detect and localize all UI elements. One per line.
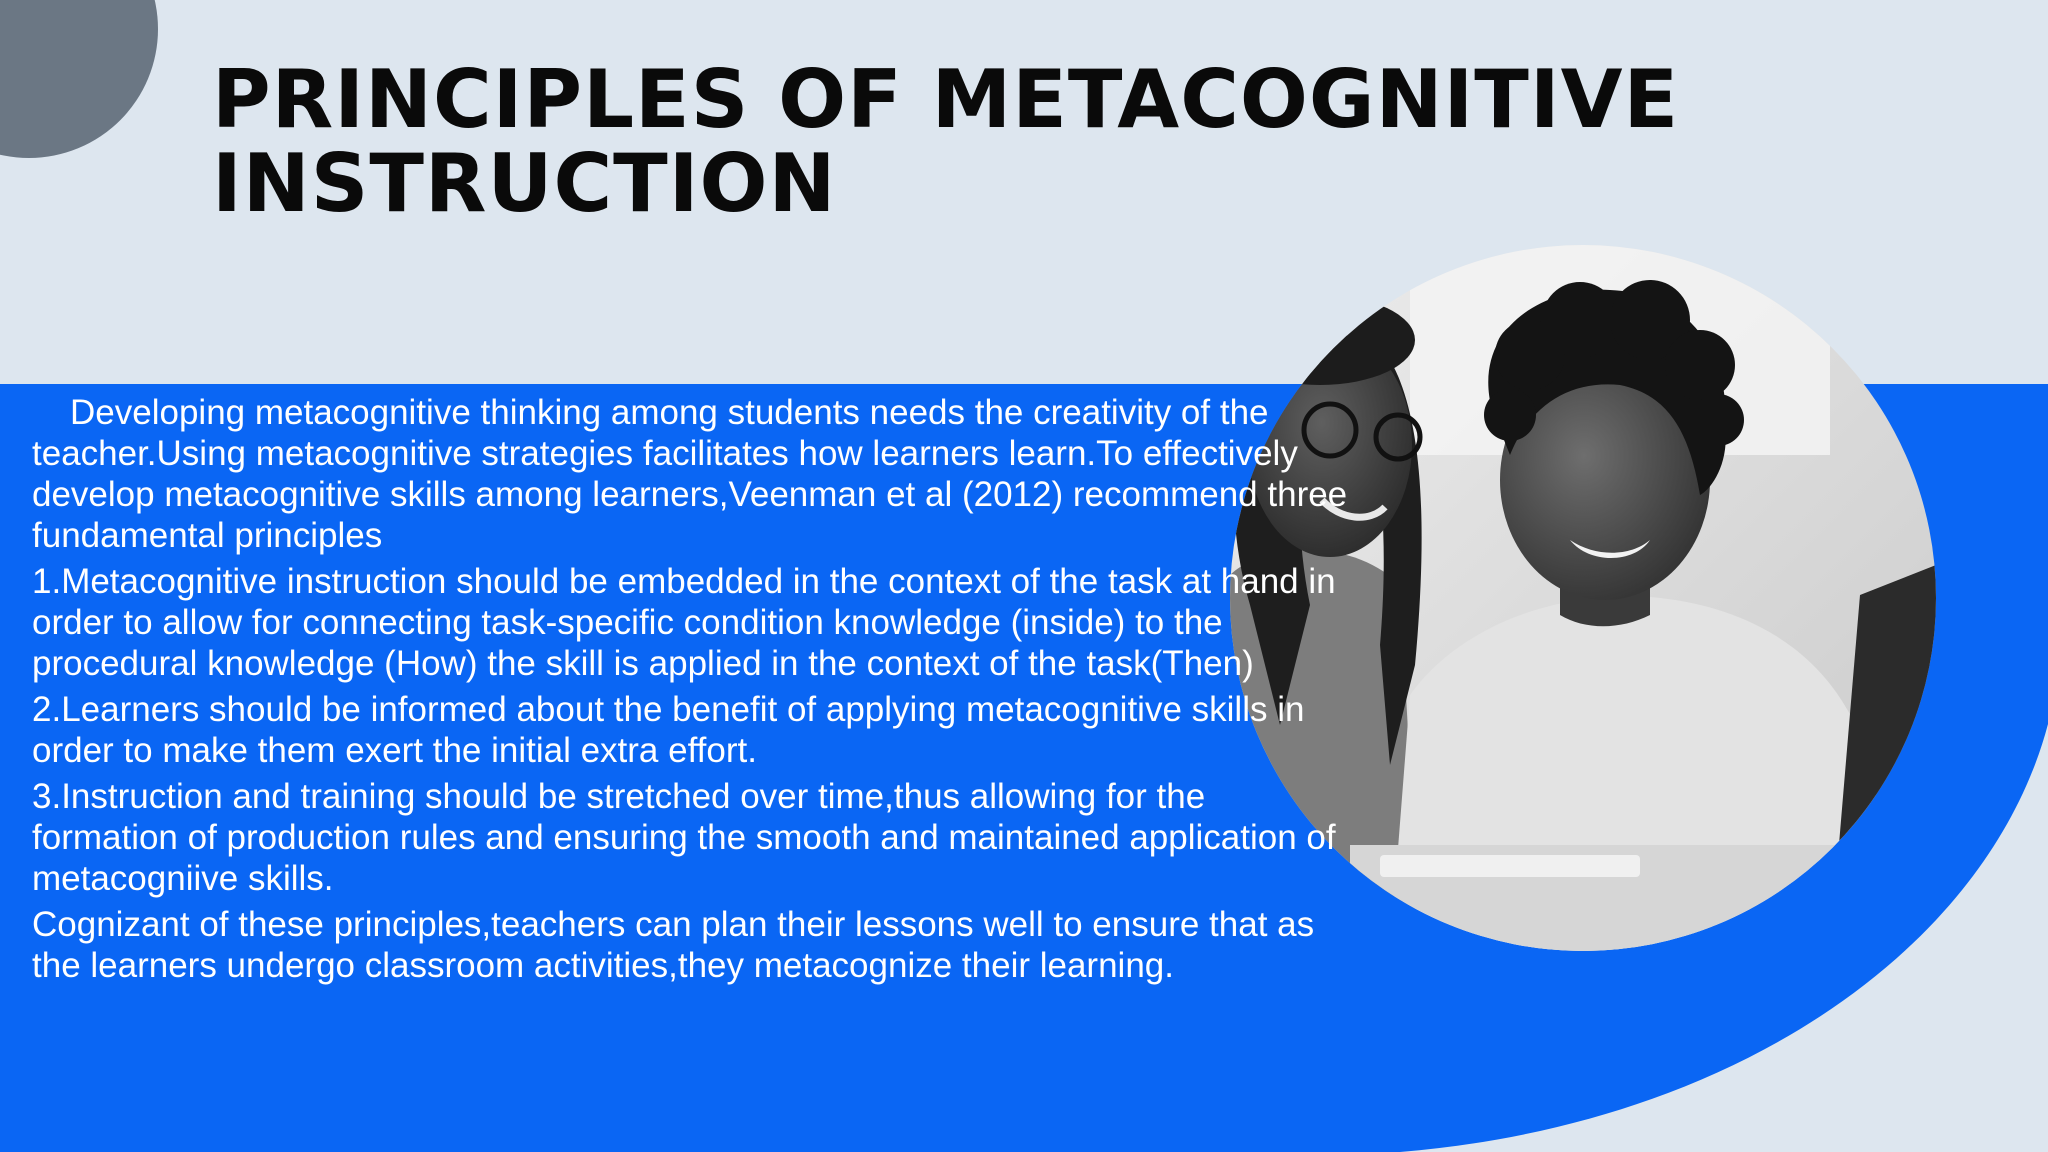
body-text [32,392,1352,1092]
corner-circle-decoration [0,0,158,158]
paragraph-principle-2: 2.Learners should be informed about the benefit of applying metacognitive skills in order to make them exert the initial extra effort. [32,690,1305,770]
paragraph-intro: Developing metacognitive thinking among students needs the creativity of the teacher.Using metacognitive strategies facilitates how learners learn.To effectively develop metacognitive skills among learners,Veenman et al (2012) recommend three fundamental principles [32,393,1348,555]
paragraph-principle-1: 1.Metacognitive instruction should be embedded in the context of the task at hand in order to allow for connecting task-specific condition knowledge (inside) to the procedural knowledge (How) the skill is applied in the context of the task(Then) [32,562,1336,683]
slide-title: PRINCIPLES OF METACOGNITIVE INSTRUCTION [212,53,1680,230]
paragraph-principle-3: 3.Instruction and training should be stretched over time,thus allowing for the formation of production rules and ensuring the smooth and maintained application of metacogniive skills. [32,777,1336,898]
paragraph-conclusion: Cognizant of these principles,teachers can plan their lessons well to ensure that as the learners undergo classroom activities,they metacognize their learning. [32,905,1315,985]
